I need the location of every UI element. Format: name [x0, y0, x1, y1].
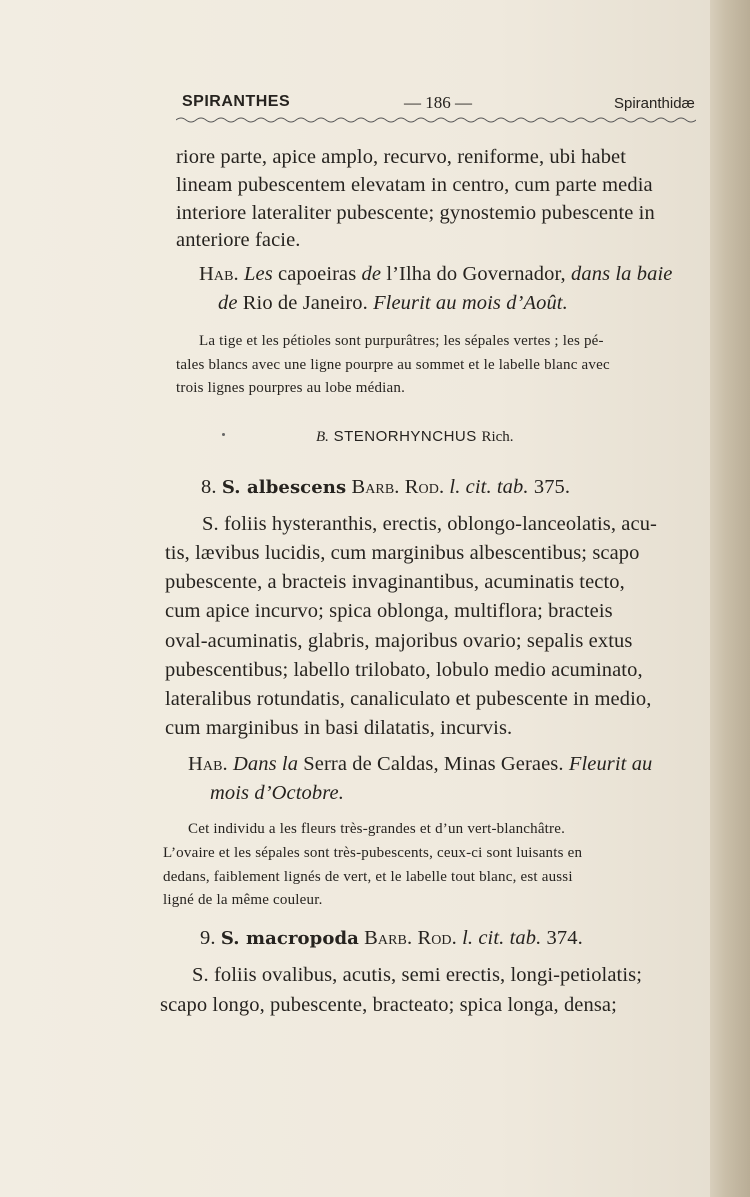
habitat-text: dans la baie	[571, 263, 673, 285]
habitat-line	[199, 263, 672, 286]
text-line: anteriore facie.	[176, 229, 301, 251]
note-line: Cet individu a les fleurs très-grandes et d’un vert-blanchâtre.	[188, 821, 566, 837]
species-reference: l. cit. tab.	[462, 927, 542, 949]
species-authority: Barb. Rod.	[346, 476, 450, 498]
habitat-text: Serra de Caldas, Minas Geraes.	[298, 753, 569, 775]
description-line: S. foliis ovalibus, acutis, semi erectis, longi-petiolatis;	[192, 964, 643, 986]
text-line: lineam pubescentem elevatam in centro, cum parte media	[176, 174, 653, 196]
species-authority: Barb. Rod.	[358, 927, 463, 949]
description-line: cum apice incurvo; spica oblonga, multiflora; bracteis	[165, 600, 613, 622]
species-plate: 375.	[528, 476, 571, 498]
running-head-genus: SPIRANTHES	[182, 93, 291, 110]
habitat-line	[218, 292, 568, 315]
habitat-text: de	[361, 263, 382, 285]
note-line: tales blancs avec une ligne pourpre au sommet et le labelle blanc avec	[176, 357, 610, 373]
species-heading	[200, 927, 583, 950]
text-line: riore parte, apice amplo, recurvo, reniforme, ubi habet	[176, 146, 627, 168]
running-head-tribe: Spiranthidæ	[614, 95, 695, 112]
habitat-label: Hab.	[188, 753, 228, 775]
section-heading	[316, 428, 514, 446]
species-reference: l. cit. tab.	[449, 476, 529, 498]
species-number: 9.	[200, 927, 221, 949]
note-line: ligné de la même couleur.	[163, 892, 323, 908]
description-line: pubescentibus; labello trilobato, lobulo medio acuminato,	[165, 659, 643, 681]
description-line: scapo longo, pubescente, bracteato; spica longa, densa;	[160, 994, 617, 1016]
habitat-text: l’Ilha do Governador,	[381, 263, 572, 285]
species-name: S. macropoda	[220, 928, 359, 949]
species-name: S. albescens	[221, 477, 347, 498]
printing-speck	[222, 433, 225, 436]
habitat-line	[210, 782, 344, 805]
habitat-text: Les	[244, 263, 273, 285]
section-letter: B.	[316, 429, 329, 445]
habitat-text: Fleurit au	[568, 753, 653, 775]
habitat-text: de	[218, 292, 238, 314]
species-number: 8.	[201, 476, 222, 498]
section-author: Rich.	[481, 429, 514, 445]
habitat-text: mois d’Octobre.	[210, 782, 344, 804]
header-rule	[176, 116, 696, 124]
description-line: oval-acuminatis, glabris, majoribus ovario; sepalis extus	[165, 630, 633, 652]
description-line: tis, lævibus lucidis, cum marginibus albescentibus; scapo	[165, 542, 640, 564]
habitat-text: Rio de Janeiro.	[237, 292, 374, 314]
description-line: lateralibus rotundatis, canaliculato et pubescente in medio,	[165, 688, 652, 710]
note-line: La tige et les pétioles sont purpurâtres; les sépales vertes ; les pé-	[199, 333, 604, 349]
page-edge	[710, 0, 750, 1197]
species-heading	[201, 476, 570, 499]
description-line: pubescente, a bracteis invaginantibus, acuminatis tecto,	[165, 571, 625, 593]
description-line: cum marginibus in basi dilatatis, incurvis.	[165, 717, 513, 739]
habitat-text: Fleurit au mois d’Août.	[373, 292, 568, 314]
note-line: L’ovaire et les sépales sont très-pubescents, ceux-ci sont luisants en	[163, 845, 583, 861]
page-number: — 186 —	[404, 93, 472, 112]
habitat-text: Dans la	[233, 753, 299, 775]
text-line: interiore lateraliter pubescente; gynostemio pubescente in	[176, 202, 655, 224]
habitat-label: Hab.	[199, 263, 239, 285]
section-name: STENORHYNCHUS	[328, 428, 482, 445]
description-line: S. foliis hysteranthis, erectis, oblongo-lanceolatis, acu-	[202, 513, 657, 535]
note-line: dedans, faiblement lignés de vert, et le labelle tout blanc, est aussi	[163, 869, 573, 885]
habitat-text: capoeiras	[272, 263, 362, 285]
habitat-line	[188, 753, 652, 776]
species-plate: 374.	[541, 927, 583, 949]
note-line: trois lignes pourpres au lobe médian.	[176, 380, 406, 396]
